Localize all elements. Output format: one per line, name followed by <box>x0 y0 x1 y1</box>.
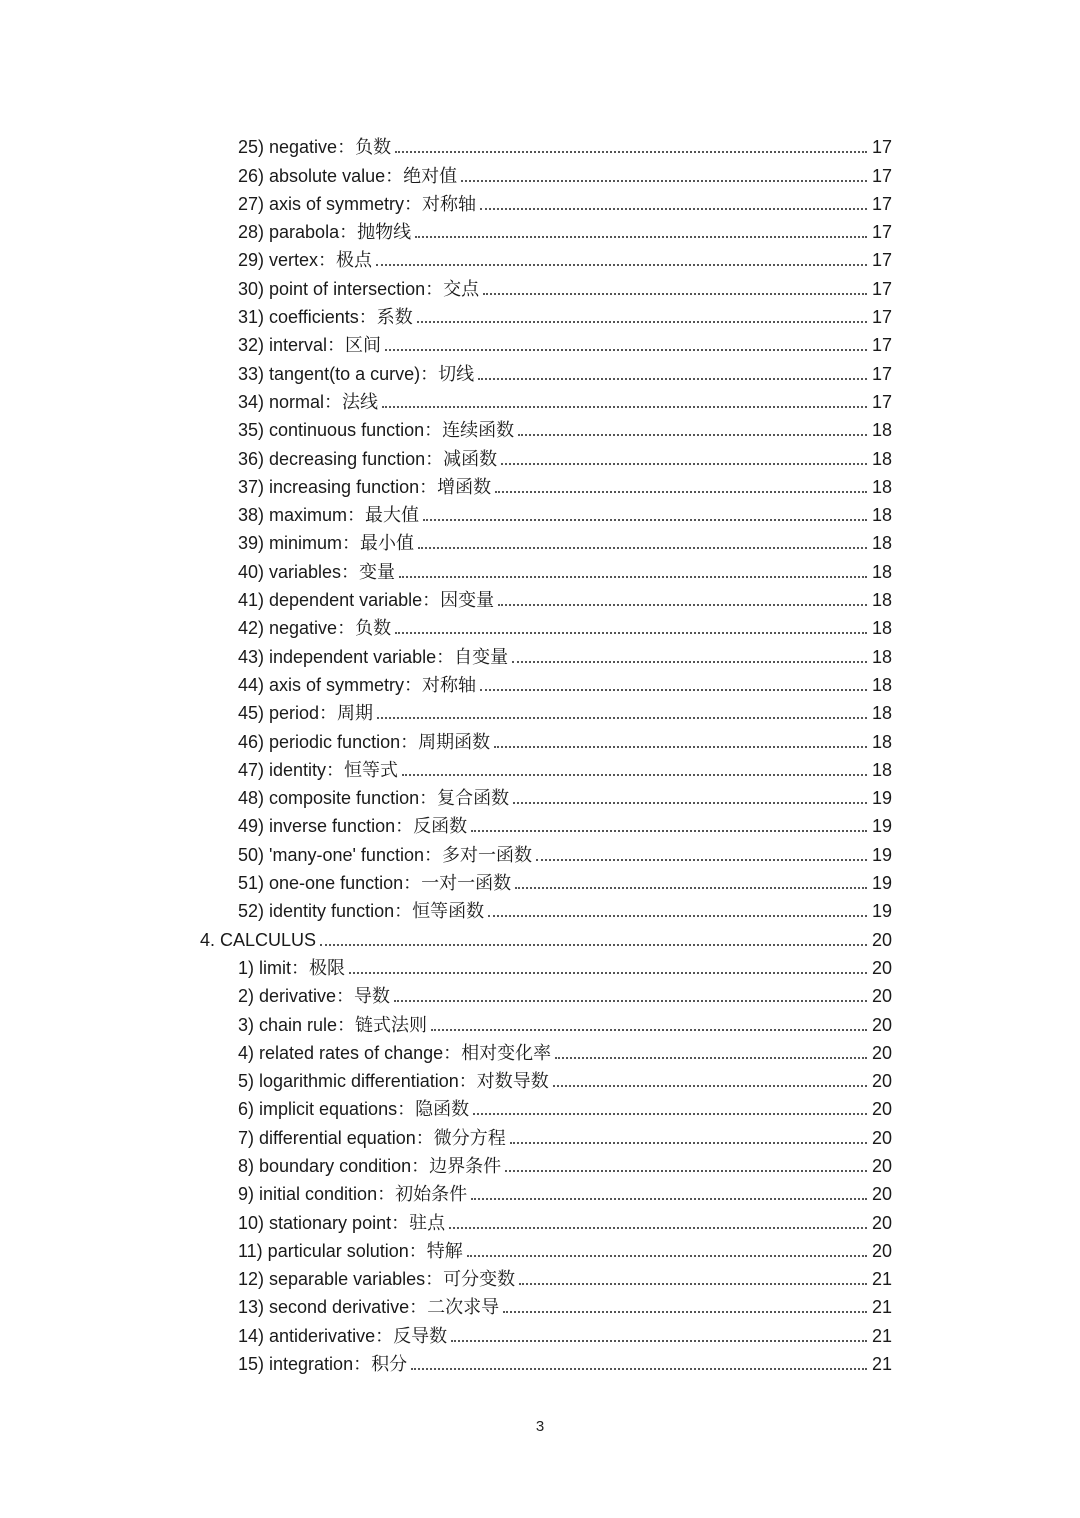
toc-entry-page-number: 17 <box>871 391 892 412</box>
toc-entry-page-number: 18 <box>871 590 892 611</box>
toc-entry-page-number: 17 <box>871 250 892 271</box>
toc-entry-page-number: 18 <box>871 533 892 554</box>
dot-leader <box>411 1368 867 1370</box>
toc-entry[interactable] <box>200 158 892 186</box>
dot-leader <box>320 944 867 946</box>
dot-leader <box>501 463 867 465</box>
toc-entry[interactable] <box>200 894 892 922</box>
toc-entry-page-number: 21 <box>871 1297 892 1318</box>
dot-leader <box>480 689 867 691</box>
toc-entry-page-number: 20 <box>871 1212 892 1233</box>
toc-entry-label: 46) periodic function：周期函数 <box>238 731 491 752</box>
toc-entry-page-number: 17 <box>871 165 892 186</box>
toc-entry-page-number: 17 <box>871 278 892 299</box>
toc-entry-page-number: 20 <box>871 1240 892 1261</box>
dot-leader <box>498 604 867 606</box>
toc-entry-label: 15) integration：积分 <box>238 1354 408 1375</box>
dot-leader <box>417 321 867 323</box>
dot-leader <box>495 491 867 493</box>
dot-leader <box>376 264 867 266</box>
toc-entry[interactable] <box>200 639 892 667</box>
toc-entry-page-number: 18 <box>871 646 892 667</box>
toc-entry-page-number: 18 <box>871 618 892 639</box>
toc-entry-page-number: 20 <box>871 1042 892 1063</box>
toc-entry-label: 11) particular solution：特解 <box>238 1240 463 1261</box>
toc-entry[interactable] <box>200 243 892 271</box>
toc-entry[interactable] <box>200 1262 892 1290</box>
toc-entry-page-number: 18 <box>871 448 892 469</box>
toc-entry-label: 51) one-one function：一对一函数 <box>238 873 512 894</box>
toc-entry[interactable] <box>200 1318 892 1346</box>
toc-section-heading[interactable] <box>200 922 892 950</box>
toc-entry-label: 3) chain rule：链式法则 <box>238 1014 428 1035</box>
toc-entry-page-number: 20 <box>871 957 892 978</box>
dot-leader <box>518 434 867 436</box>
dot-leader <box>512 661 867 663</box>
toc-entry-label: 48) composite function：复合函数 <box>238 788 510 809</box>
toc-entry[interactable] <box>200 1177 892 1205</box>
dot-leader <box>483 293 867 295</box>
toc-entry[interactable] <box>200 1149 892 1177</box>
toc-entry-page-number: 17 <box>871 137 892 158</box>
toc-entry[interactable] <box>200 1036 892 1064</box>
toc-entry-page-number: 20 <box>871 1127 892 1148</box>
dot-leader <box>451 1340 867 1342</box>
toc-entry[interactable] <box>200 498 892 526</box>
toc-entry[interactable] <box>200 526 892 554</box>
toc-entry[interactable] <box>200 781 892 809</box>
toc-entry[interactable] <box>200 1347 892 1375</box>
toc-entry-label: 38) maximum：最大值 <box>238 505 420 526</box>
toc-entry-label: 2) derivative：导数 <box>238 986 391 1007</box>
toc-entry-label: 7) differential equation：微分方程 <box>238 1127 506 1148</box>
toc-entry[interactable] <box>200 583 892 611</box>
dot-leader <box>467 1255 867 1257</box>
toc-entry-page-number: 21 <box>871 1269 892 1290</box>
toc-entry-page-number: 17 <box>871 193 892 214</box>
toc-entry-label: 50) 'many-one' function：多对一函数 <box>238 844 532 865</box>
toc-entry-page-number: 18 <box>871 505 892 526</box>
toc-entry-label: 8) boundary condition：边界条件 <box>238 1155 502 1176</box>
toc-entry-label: 10) stationary point：驻点 <box>238 1212 446 1233</box>
toc-entry-label: 52) identity function：恒等函数 <box>238 901 485 922</box>
toc-entry-page-number: 20 <box>871 1184 892 1205</box>
toc-entry[interactable] <box>200 1234 892 1262</box>
toc-entry[interactable] <box>200 1120 892 1148</box>
toc-entry-label: 40) variables：变量 <box>238 561 396 582</box>
toc-entry-page-number: 19 <box>871 788 892 809</box>
toc-entry-page-number: 20 <box>871 1014 892 1035</box>
toc-entry-label: 49) inverse function：反函数 <box>238 816 468 837</box>
toc-entry-page-number: 17 <box>871 363 892 384</box>
toc-entry[interactable] <box>200 696 892 724</box>
dot-leader <box>385 349 867 351</box>
toc-entry-label: 34) normal：法线 <box>238 391 379 412</box>
toc-entry[interactable] <box>200 187 892 215</box>
toc-entry-page-number: 20 <box>871 1155 892 1176</box>
toc-entry[interactable] <box>200 724 892 752</box>
dot-leader <box>431 1029 867 1031</box>
toc-entry[interactable] <box>200 554 892 582</box>
toc-entry-label: 37) increasing function：增函数 <box>238 476 492 497</box>
toc-entry-label: 28) parabola：抛物线 <box>238 222 412 243</box>
dot-leader <box>449 1227 867 1229</box>
toc-entry-label: 27) axis of symmetry：对称轴 <box>238 193 477 214</box>
toc-entry[interactable] <box>200 1290 892 1318</box>
toc-entry-label: 13) second derivative：二次求导 <box>238 1297 500 1318</box>
toc-entry-page-number: 20 <box>871 986 892 1007</box>
toc-entry-page-number: 20 <box>871 929 892 950</box>
toc-entry-label: 35) continuous function：连续函数 <box>238 420 515 441</box>
toc-entry[interactable] <box>200 1064 892 1092</box>
toc-entry[interactable] <box>200 979 892 1007</box>
dot-leader <box>377 717 867 719</box>
toc-entry-page-number: 19 <box>871 873 892 894</box>
dot-leader <box>515 887 867 889</box>
toc-entry-label: 47) identity：恒等式 <box>238 759 399 780</box>
dot-leader <box>503 1311 867 1313</box>
toc-entry-label: 4) related rates of change：相对变化率 <box>238 1042 552 1063</box>
dot-leader <box>510 1142 867 1144</box>
toc-entry-label: 14) antiderivative：反导数 <box>238 1325 448 1346</box>
toc-entry-page-number: 18 <box>871 674 892 695</box>
toc-entry-page-number: 17 <box>871 307 892 328</box>
toc-entry-label: 44) axis of symmetry：对称轴 <box>238 674 477 695</box>
toc-entry-label: 43) independent variable：自变量 <box>238 646 509 667</box>
page-number: 3 <box>535 1418 545 1435</box>
toc-entry-page-number: 18 <box>871 476 892 497</box>
toc-entry[interactable] <box>200 668 892 696</box>
toc-entry-label: 45) period：周期 <box>238 703 374 724</box>
toc-entry[interactable] <box>200 1205 892 1233</box>
toc-entry-label: 36) decreasing function：减函数 <box>238 448 498 469</box>
dot-leader <box>471 830 867 832</box>
toc-entry[interactable] <box>200 356 892 384</box>
dot-leader <box>553 1085 867 1087</box>
dot-leader <box>478 378 867 380</box>
toc-entry-page-number: 18 <box>871 561 892 582</box>
toc-entry[interactable] <box>200 611 892 639</box>
toc-entry-page-number: 21 <box>871 1325 892 1346</box>
dot-leader <box>349 972 867 974</box>
toc-entry-page-number: 19 <box>871 901 892 922</box>
toc-entry-label: 4. CALCULUS <box>200 929 317 950</box>
toc-entry[interactable] <box>200 753 892 781</box>
dot-leader <box>394 1000 867 1002</box>
toc-entry-label: 42) negative：负数 <box>238 618 392 639</box>
table-of-contents <box>200 130 892 1375</box>
dot-leader <box>418 547 867 549</box>
dot-leader <box>395 151 867 153</box>
dot-leader <box>402 774 867 776</box>
dot-leader <box>555 1057 867 1059</box>
toc-entry-page-number: 19 <box>871 844 892 865</box>
dot-leader <box>519 1283 867 1285</box>
toc-entry-label: 29) vertex：极点 <box>238 250 373 271</box>
toc-entry-label: 5) logarithmic differentiation：对数导数 <box>238 1071 549 1092</box>
toc-entry-page-number: 18 <box>871 420 892 441</box>
toc-entry-page-number: 20 <box>871 1071 892 1092</box>
toc-entry-label: 30) point of intersection：交点 <box>238 278 480 299</box>
dot-leader <box>382 406 867 408</box>
toc-entry[interactable] <box>200 300 892 328</box>
dot-leader <box>480 208 867 210</box>
toc-entry[interactable] <box>200 271 892 299</box>
dot-leader <box>513 802 867 804</box>
dot-leader <box>415 236 867 238</box>
dot-leader <box>471 1198 867 1200</box>
dot-leader <box>399 576 867 578</box>
toc-entry[interactable] <box>200 951 892 979</box>
toc-entry[interactable] <box>200 385 892 413</box>
toc-entry[interactable] <box>200 1092 892 1120</box>
toc-entry-page-number: 18 <box>871 703 892 724</box>
toc-entry-page-number: 18 <box>871 759 892 780</box>
toc-entry-page-number: 17 <box>871 222 892 243</box>
toc-entry-page-number: 18 <box>871 731 892 752</box>
toc-entry-label: 26) absolute value：绝对值 <box>238 165 458 186</box>
dot-leader <box>494 746 867 748</box>
toc-entry[interactable] <box>200 1007 892 1035</box>
toc-entry[interactable] <box>200 328 892 356</box>
toc-entry-label: 39) minimum：最小值 <box>238 533 415 554</box>
toc-entry-label: 41) dependent variable：因变量 <box>238 590 495 611</box>
toc-entry-label: 33) tangent(to a curve)：切线 <box>238 363 475 384</box>
dot-leader <box>461 180 867 182</box>
toc-entry-label: 25) negative：负数 <box>238 137 392 158</box>
toc-entry[interactable] <box>200 413 892 441</box>
dot-leader <box>505 1170 867 1172</box>
dot-leader <box>395 632 867 634</box>
toc-entry-page-number: 17 <box>871 335 892 356</box>
toc-entry-label: 31) coefficients：系数 <box>238 307 413 328</box>
toc-entry[interactable] <box>200 215 892 243</box>
toc-entry[interactable] <box>200 837 892 865</box>
dot-leader <box>488 915 867 917</box>
toc-entry-page-number: 19 <box>871 816 892 837</box>
toc-entry-label: 6) implicit equations：隐函数 <box>238 1099 470 1120</box>
toc-entry[interactable] <box>200 470 892 498</box>
toc-entry[interactable] <box>200 809 892 837</box>
toc-entry[interactable] <box>200 441 892 469</box>
toc-entry-label: 12) separable variables：可分变数 <box>238 1269 516 1290</box>
toc-entry[interactable] <box>200 866 892 894</box>
toc-entry-label: 32) interval：区间 <box>238 335 382 356</box>
dot-leader <box>473 1113 867 1115</box>
toc-entry-page-number: 21 <box>871 1354 892 1375</box>
toc-entry-label: 9) initial condition：初始条件 <box>238 1184 468 1205</box>
toc-entry[interactable] <box>200 130 892 158</box>
dot-leader <box>536 859 867 861</box>
dot-leader <box>423 519 867 521</box>
toc-entry-label: 1) limit：极限 <box>238 957 345 978</box>
toc-entry-page-number: 20 <box>871 1099 892 1120</box>
